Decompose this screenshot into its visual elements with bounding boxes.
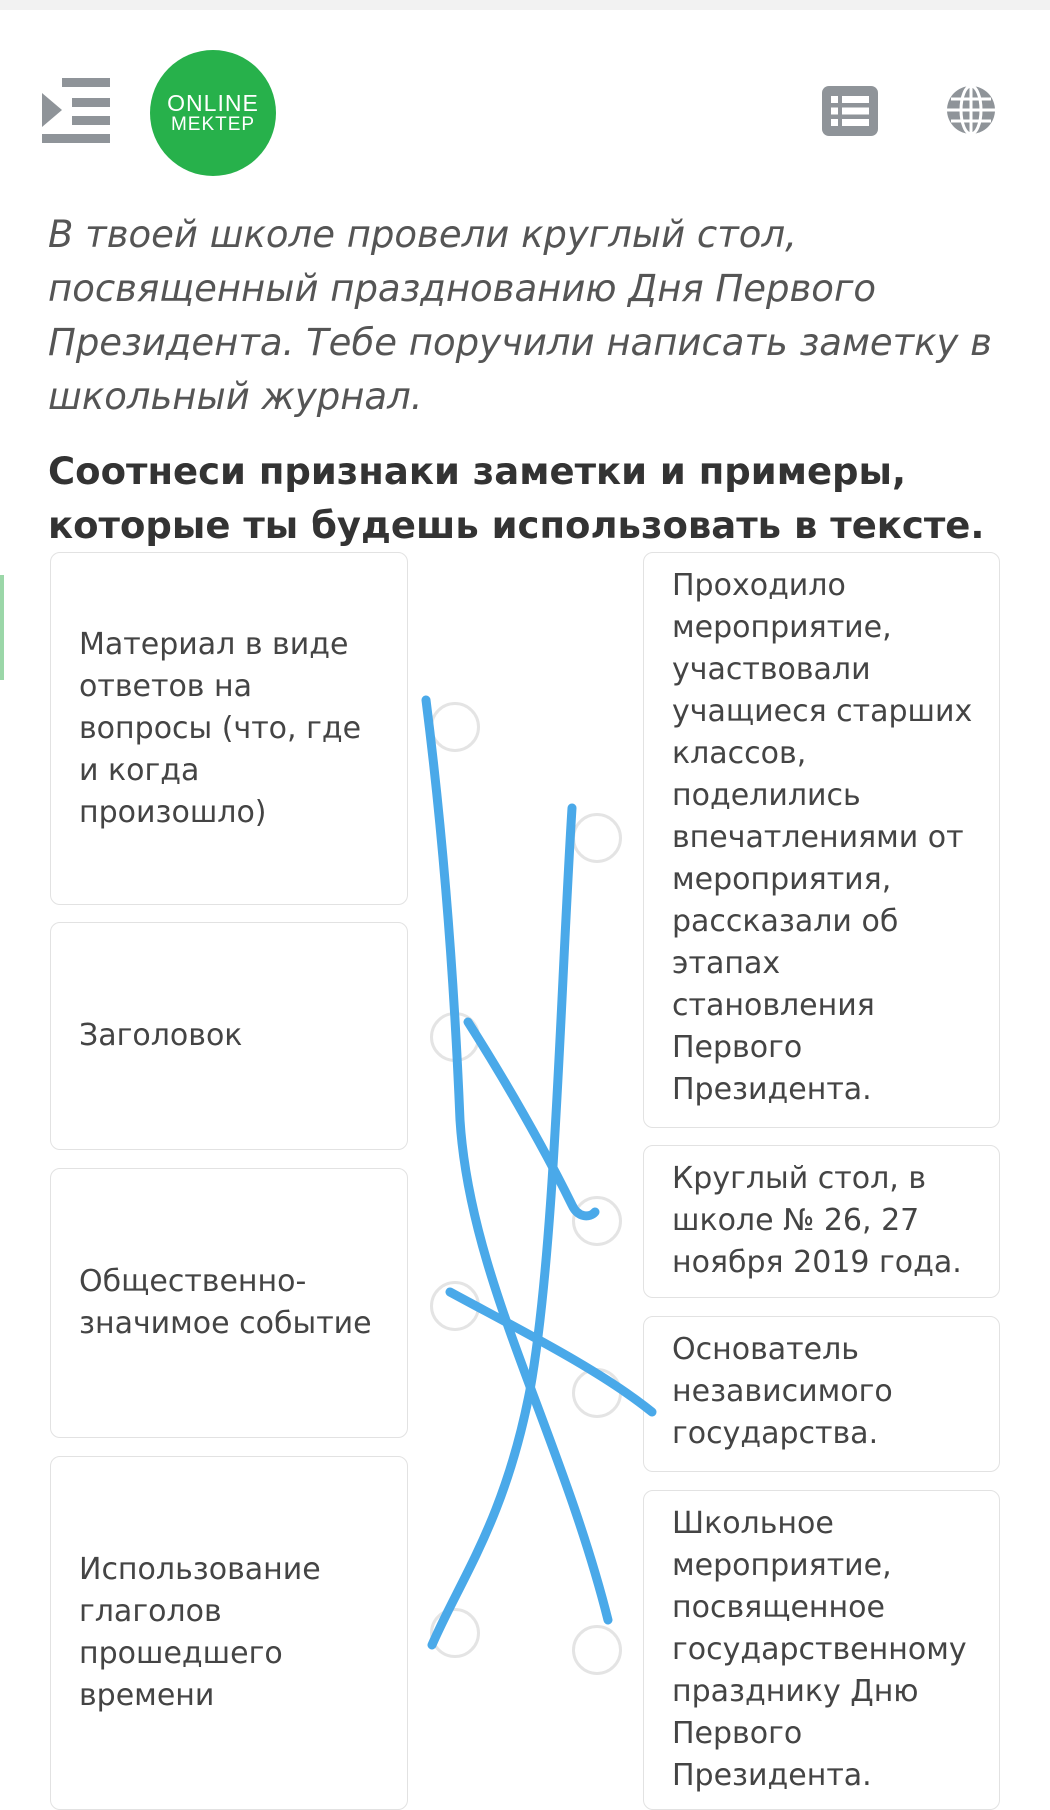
right-item-label: Круглый стол, в школе № 26, 27 ноября 2019 года. xyxy=(672,1161,962,1280)
right-item[interactable] xyxy=(643,1145,1000,1298)
right-item[interactable] xyxy=(643,552,1000,1128)
logo-text-bottom: MEKTEP xyxy=(170,114,256,135)
left-item[interactable] xyxy=(50,552,408,905)
right-connector[interactable] xyxy=(572,1368,622,1418)
language-button[interactable] xyxy=(945,84,997,136)
online-mektep-logo[interactable] xyxy=(150,50,276,176)
right-item-label: Основатель независимого государства. xyxy=(672,1332,893,1451)
left-item-label: Использование глаголов прошедшего времени xyxy=(79,1552,321,1713)
list-icon xyxy=(822,86,878,136)
logo-text-top: ONLINE xyxy=(167,90,259,116)
right-item-label: Проходило мероприятие, участвовали учащиеся старших классов, поделились впечатлениями от мероприятия, рассказали об этапах становления Первого Президента. xyxy=(672,568,973,1107)
app-header xyxy=(0,20,1050,160)
left-item-label: Общественно-значимое событие xyxy=(79,1264,372,1341)
right-item[interactable] xyxy=(643,1316,1000,1472)
question-task: Соотнеси признаки заметки и примеры, которые ты будешь использовать в тексте. xyxy=(48,450,985,547)
left-connector[interactable] xyxy=(430,1281,480,1331)
right-item[interactable] xyxy=(643,1490,1000,1810)
drawn-line xyxy=(468,1022,595,1216)
left-item[interactable] xyxy=(50,922,408,1150)
left-connector[interactable] xyxy=(430,702,480,752)
left-item-label: Материал в виде ответов на вопросы (что, где и когда произошло) xyxy=(79,626,362,830)
menu-collapse-icon xyxy=(40,76,112,144)
right-connector[interactable] xyxy=(572,813,622,863)
right-item-label: Школьное мероприятие, посвященное государственному празднику Дню Первого Президента. xyxy=(672,1506,967,1793)
left-connector[interactable] xyxy=(430,1012,480,1062)
right-connector[interactable] xyxy=(572,1625,622,1675)
right-connector[interactable] xyxy=(572,1196,622,1246)
top-status-strip xyxy=(0,0,1050,10)
left-connector[interactable] xyxy=(430,1608,480,1658)
globe-icon xyxy=(945,84,997,136)
menu-button[interactable] xyxy=(40,76,112,144)
drawn-line xyxy=(432,808,572,1645)
left-item-label: Заголовок xyxy=(79,1018,243,1053)
task-list-button[interactable] xyxy=(822,86,878,136)
side-edge-marker xyxy=(0,575,4,680)
left-item[interactable] xyxy=(50,1168,408,1438)
question-intro: В твоей школе провели круглый стол, посвященный празднованию Дня Первого Президента. Тебе поручили написать заметку в школьный журнал. xyxy=(48,213,992,418)
left-item[interactable] xyxy=(50,1456,408,1810)
